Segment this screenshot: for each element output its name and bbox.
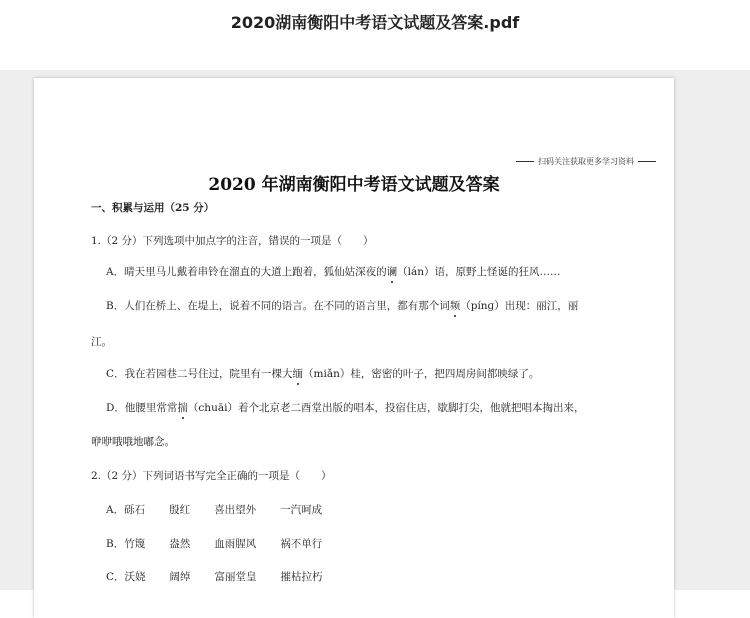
- question-1-option-b: [106, 298, 578, 313]
- header-note-text: 扫码关注获取更多学习资料: [538, 157, 634, 166]
- question-2-stem: 2.（2 分）下列词语书写完全正确的一项是（ ）: [91, 470, 332, 482]
- option-b-text-end: （pínɡ）出现：丽江，丽: [460, 300, 579, 312]
- question-1-option-c: [106, 366, 539, 381]
- option-word: 盎然: [169, 538, 191, 550]
- option-word: 血雨腥风: [214, 538, 257, 550]
- option-word: 富丽堂皇: [214, 571, 257, 583]
- header-note: [516, 156, 656, 167]
- option-word: 祸不单行: [280, 538, 323, 550]
- header-rule-right: [638, 161, 656, 162]
- header-rule-left: [516, 161, 534, 162]
- option-word: C．沃娆: [106, 571, 146, 583]
- pdf-page: [34, 78, 674, 618]
- option-word: 一汽呵成: [280, 504, 323, 516]
- option-word: 阔绰: [169, 571, 191, 583]
- option-c-text: C．我在若园巷二号住过，院里有一棵大: [106, 368, 293, 380]
- title-bar: [0, 0, 750, 70]
- question-2-option-a: [106, 502, 346, 517]
- option-d-text: D．他腰里常常: [106, 402, 178, 414]
- option-word: 喜出望外: [214, 504, 257, 516]
- section-heading: 一、积累与运用（25 分）: [91, 202, 215, 214]
- option-a-text-end: （lán）语，原野上怪诞的狂风……: [397, 266, 561, 278]
- question-1-option-d: [106, 400, 584, 415]
- pdf-viewer[interactable]: [0, 70, 750, 590]
- option-b-text: B．人们在桥上、在堤上，说着不同的语言。在不同的语言里，都有那个词: [106, 300, 450, 312]
- dotted-char: 揣: [177, 402, 188, 414]
- option-word: 摧枯拉朽: [280, 571, 323, 583]
- option-word: B．竹篾: [106, 538, 146, 550]
- dotted-char: 频: [449, 300, 461, 312]
- option-word: A．砾石: [106, 504, 146, 516]
- question-1-option-d-continued: 咿咿哦哦地嘟念。: [91, 436, 175, 448]
- dotted-char: 谰: [386, 266, 398, 278]
- question-1-option-a: [106, 264, 560, 279]
- question-2-option-b: [106, 536, 346, 551]
- option-c-text-end: （miǎn）桂，密密的叶子，把四周房间都映绿了。: [303, 368, 540, 380]
- question-1-option-b-continued: 江。: [91, 336, 112, 348]
- option-word: 殷红: [169, 504, 191, 516]
- dotted-char: 缅: [292, 368, 304, 380]
- question-2-option-c: [106, 569, 347, 584]
- document-title: 2020 年湖南衡阳中考语文试题及答案: [208, 175, 500, 195]
- file-title: 2020湖南衡阳中考语文试题及答案.pdf: [230, 13, 520, 32]
- option-d-text-end: （chuāi）着个北京老二酉堂出版的唱本，投宿住店，歇脚打尖，他就把唱本掏出来，: [187, 402, 585, 414]
- option-a-text: A．晴天里马儿戴着串铃在溜直的大道上跑着，狐仙姑深夜的: [106, 266, 387, 278]
- question-1-stem: 1.（2 分）下列选项中加点字的注音，错误的一项是（ ）: [91, 235, 374, 247]
